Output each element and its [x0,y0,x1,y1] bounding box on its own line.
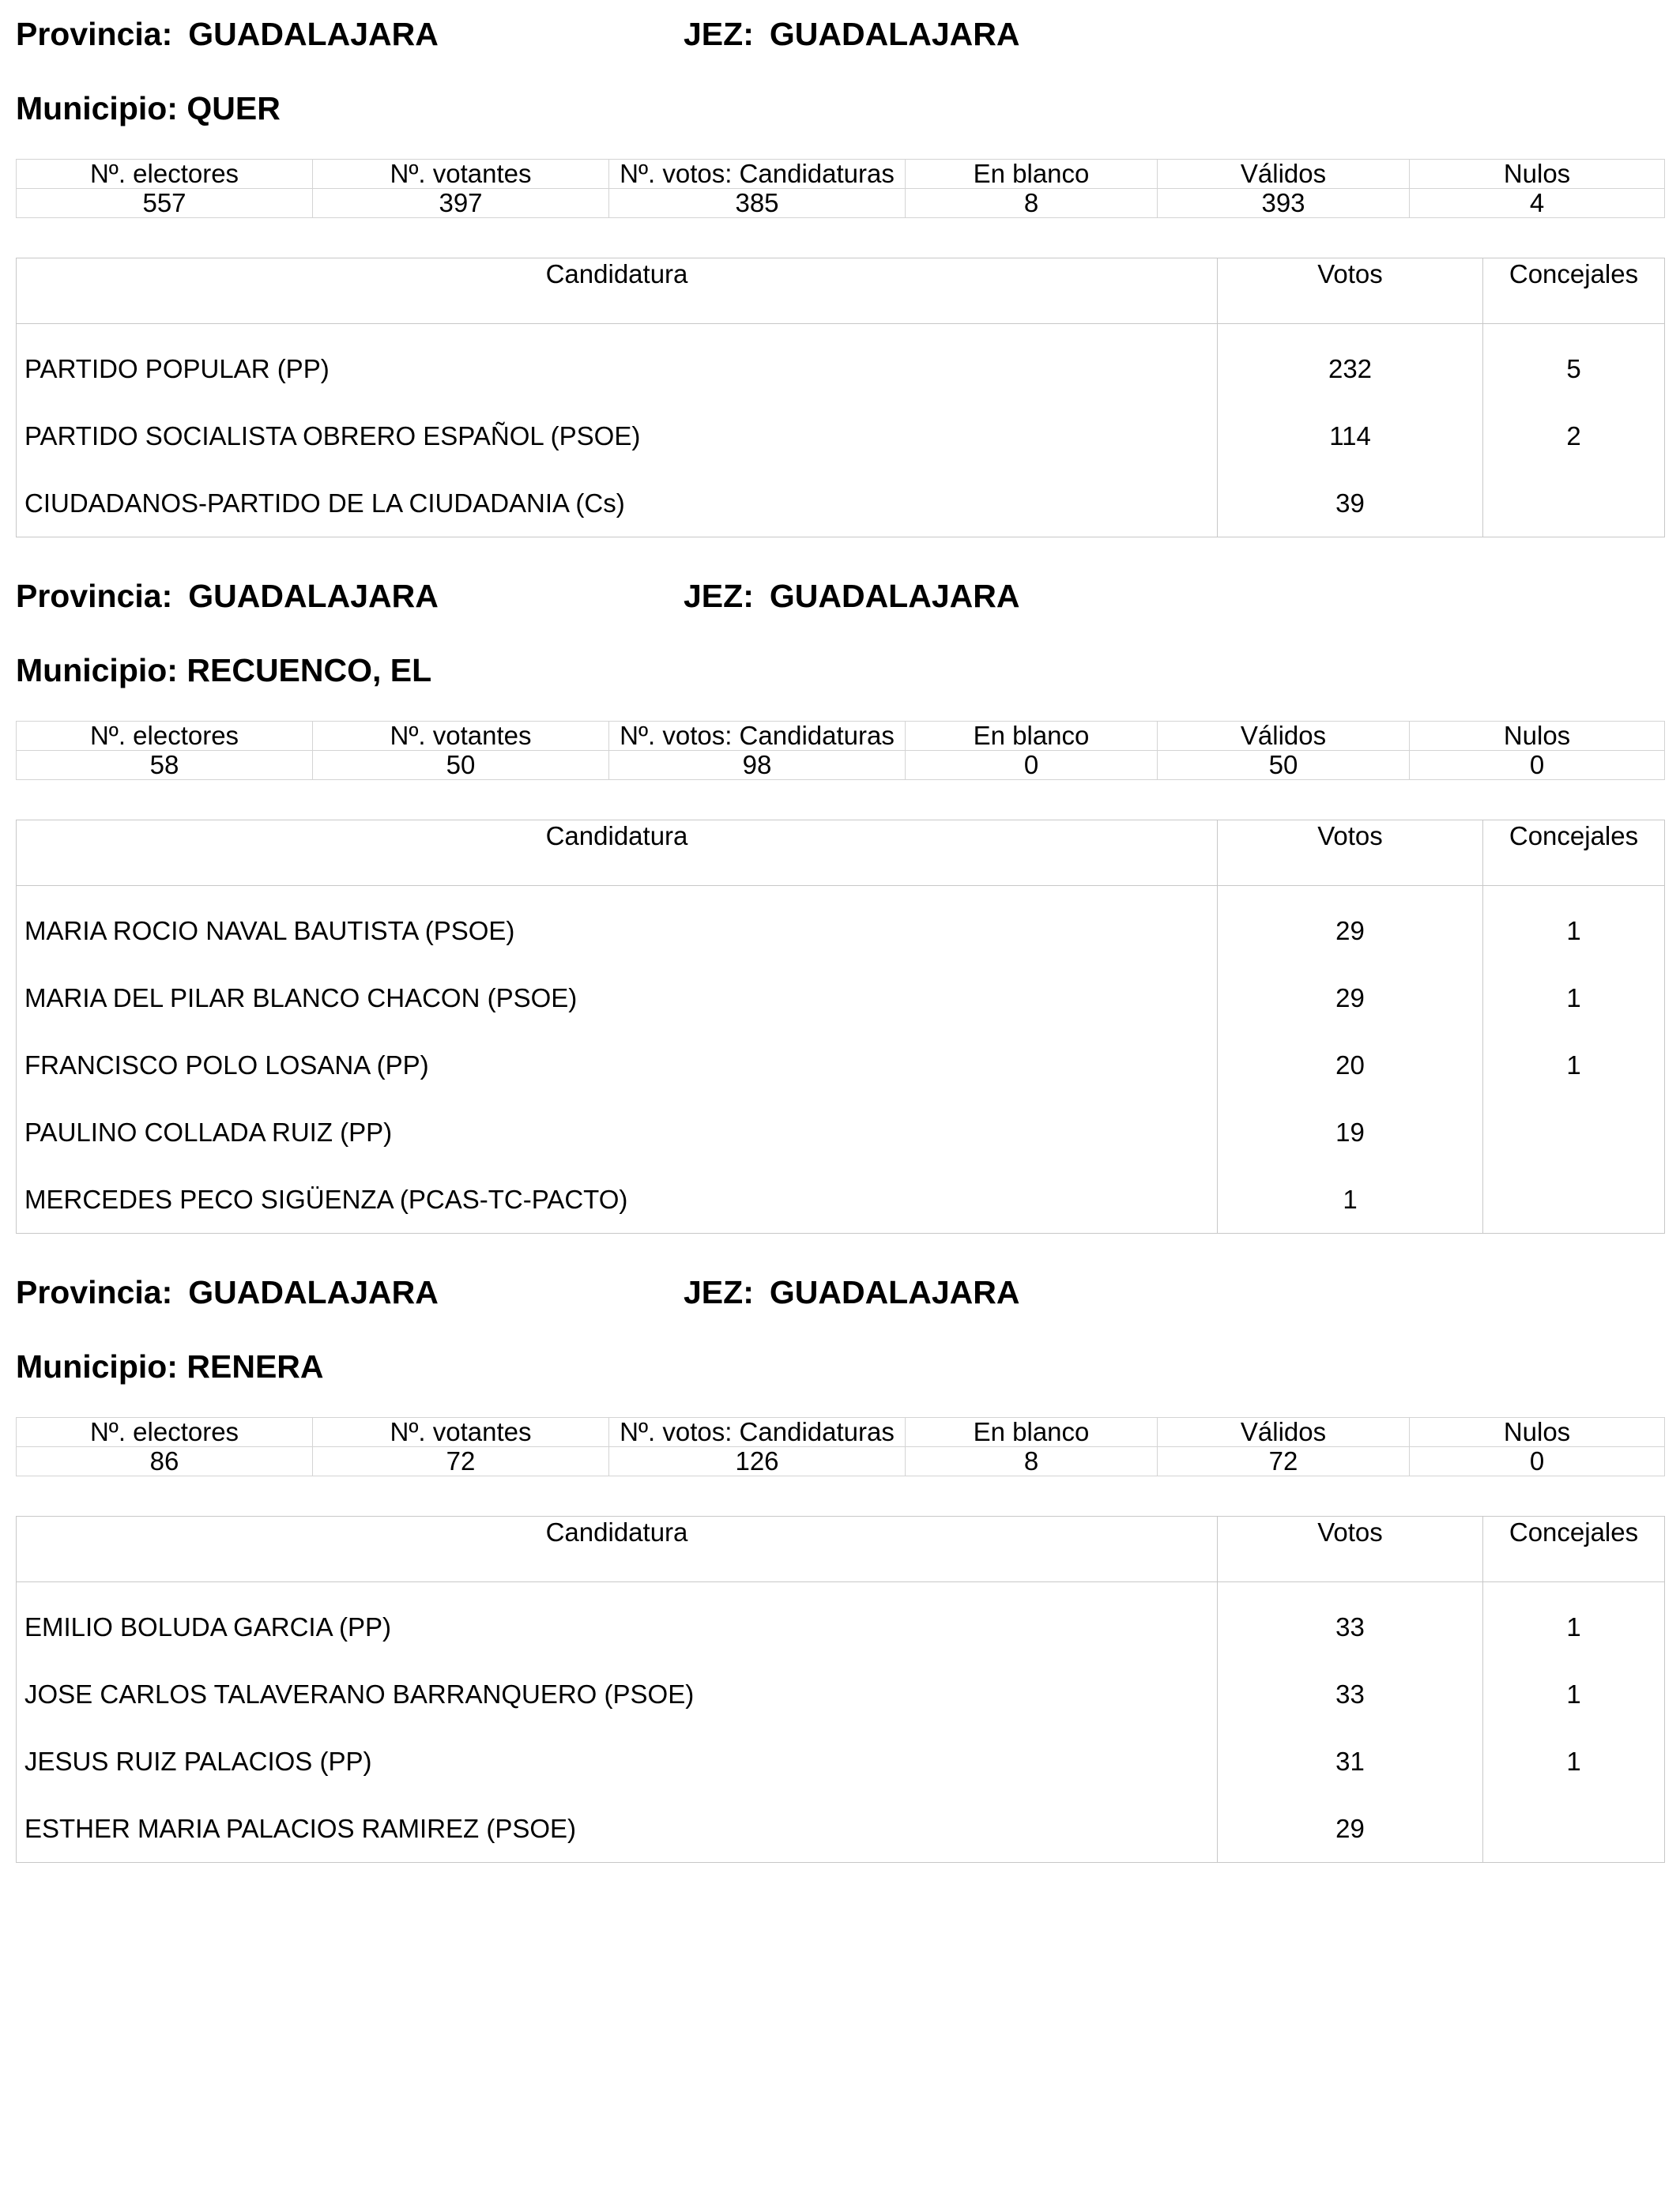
municipio-heading [16,90,281,127]
candidatura-votos: 29 [1218,964,1483,1031]
candidatura-votos: 39 [1218,469,1483,537]
stats-value-cell: 98 [609,751,906,780]
jez-label: JEZ: [684,16,754,52]
candidatura-name: MARIA ROCIO NAVAL BAUTISTA (PSOE) [17,886,1218,965]
stats-header-cell: Válidos [1158,722,1410,751]
candidaturas-table [16,820,1665,1234]
stats-header-cell: Nº. votantes [313,160,609,189]
candidatura-name: MERCEDES PECO SIGÜENZA (PCAS-TC-PACTO) [17,1166,1218,1234]
candidatura-concejales: 1 [1483,1728,1665,1795]
provincia-heading [16,1274,439,1311]
stats-value-row [17,189,1665,218]
stats-table [16,1417,1665,1476]
candidatura-concejales: 5 [1483,324,1665,403]
stats-header-cell: Nº. votantes [313,1418,609,1447]
stats-value-cell: 72 [1158,1447,1410,1476]
candidatura-name: ESTHER MARIA PALACIOS RAMIREZ (PSOE) [17,1795,1218,1863]
stats-header-cell: Nº. electores [17,160,313,189]
municipio-label: Municipio: [16,1348,178,1385]
candidatura-concejales [1483,1795,1665,1863]
stats-header-cell: Nº. electores [17,722,313,751]
candidatura-concejales: 1 [1483,1582,1665,1661]
header-line [16,16,1664,63]
candidatura-row [17,886,1665,965]
municipio-label: Municipio: [16,652,178,688]
stats-header-cell: En blanco [906,1418,1158,1447]
stats-value-cell: 0 [1410,1447,1665,1476]
provincia-label: Provincia: [16,16,173,52]
stats-value-cell: 0 [1410,751,1665,780]
provincia-heading [16,16,439,53]
candidatura-name: EMILIO BOLUDA GARCIA (PP) [17,1582,1218,1661]
candidatura-header: Candidatura [17,258,1218,324]
candidatura-name: FRANCISCO POLO LOSANA (PP) [17,1031,1218,1099]
stats-value-cell: 72 [313,1447,609,1476]
candidatura-row [17,1661,1665,1728]
provincia-heading [16,578,439,615]
candidatura-row [17,324,1665,403]
votos-header: Votos [1218,1517,1483,1582]
jez-label: JEZ: [684,578,754,614]
stats-value-cell: 8 [906,1447,1158,1476]
candidatura-votos: 19 [1218,1099,1483,1166]
municipio-value: QUER [186,90,281,126]
candidatura-votos: 33 [1218,1582,1483,1661]
candidatura-row [17,1728,1665,1795]
municipio-section [16,578,1664,1214]
candidatura-name: PAULINO COLLADA RUIZ (PP) [17,1099,1218,1166]
candidatura-name: CIUDADANOS-PARTIDO DE LA CIUDADANIA (Cs) [17,469,1218,537]
stats-header-cell: Válidos [1158,1418,1410,1447]
stats-header-cell: Nulos [1410,722,1665,751]
candidatura-votos: 114 [1218,402,1483,469]
provincia-value: GUADALAJARA [188,1274,439,1310]
jez-heading [684,16,1019,53]
provincia-value: GUADALAJARA [188,578,439,614]
stats-value-cell: 557 [17,189,313,218]
candidatura-concejales [1483,1099,1665,1166]
stats-value-cell: 4 [1410,189,1665,218]
concejales-header: Concejales [1483,258,1665,324]
municipio-section [16,16,1664,518]
municipio-label: Municipio: [16,90,178,126]
stats-header-cell: Nulos [1410,1418,1665,1447]
provincia-label: Provincia: [16,578,173,614]
candidatura-row [17,402,1665,469]
candidatura-row [17,469,1665,537]
stats-header-row [17,722,1665,751]
candidatura-row [17,964,1665,1031]
stats-table [16,721,1665,780]
candidatura-concejales: 1 [1483,1031,1665,1099]
stats-value-cell: 397 [313,189,609,218]
stats-value-cell: 393 [1158,189,1410,218]
candidatura-row [17,1031,1665,1099]
candidaturas-header-row [17,258,1665,324]
jez-heading [684,1274,1019,1311]
candidatura-name: JESUS RUIZ PALACIOS (PP) [17,1728,1218,1795]
candidatura-row [17,1582,1665,1661]
candidatura-name: PARTIDO SOCIALISTA OBRERO ESPAÑOL (PSOE) [17,402,1218,469]
stats-header-row [17,1418,1665,1447]
candidaturas-header-row [17,820,1665,886]
stats-value-cell: 86 [17,1447,313,1476]
candidaturas-header-row [17,1517,1665,1582]
stats-header-cell: En blanco [906,722,1158,751]
candidatura-concejales: 1 [1483,1661,1665,1728]
concejales-header: Concejales [1483,1517,1665,1582]
candidatura-row [17,1795,1665,1863]
stats-value-cell: 50 [313,751,609,780]
stats-header-cell: Nº. votos: Candidaturas [609,160,906,189]
stats-table [16,159,1665,218]
jez-heading [684,578,1019,615]
stats-value-cell: 8 [906,189,1158,218]
candidatura-header: Candidatura [17,820,1218,886]
stats-value-row [17,1447,1665,1476]
stats-header-cell: Nº. votos: Candidaturas [609,722,906,751]
provincia-value: GUADALAJARA [188,16,439,52]
candidatura-concejales [1483,1166,1665,1234]
candidatura-concejales [1483,469,1665,537]
jez-value: GUADALAJARA [769,578,1020,614]
votos-header: Votos [1218,258,1483,324]
votos-header: Votos [1218,820,1483,886]
candidatura-row [17,1166,1665,1234]
candidatura-votos: 31 [1218,1728,1483,1795]
municipio-value: RECUENCO, EL [186,652,432,688]
jez-value: GUADALAJARA [769,1274,1020,1310]
candidatura-concejales: 1 [1483,886,1665,965]
candidatura-name: JOSE CARLOS TALAVERANO BARRANQUERO (PSOE) [17,1661,1218,1728]
stats-header-cell: Nº. votos: Candidaturas [609,1418,906,1447]
header-line [16,1274,1664,1321]
municipio-value: RENERA [186,1348,324,1385]
jez-label: JEZ: [684,1274,754,1310]
stats-header-row [17,160,1665,189]
candidatura-votos: 20 [1218,1031,1483,1099]
jez-value: GUADALAJARA [769,16,1020,52]
candidatura-concejales: 1 [1483,964,1665,1031]
provincia-label: Provincia: [16,1274,173,1310]
stats-value-cell: 50 [1158,751,1410,780]
municipio-heading [16,1348,324,1385]
stats-value-cell: 58 [17,751,313,780]
candidatura-header: Candidatura [17,1517,1218,1582]
stats-header-cell: Nulos [1410,160,1665,189]
candidatura-votos: 29 [1218,886,1483,965]
header-line [16,578,1664,625]
stats-header-cell: En blanco [906,160,1158,189]
stats-value-cell: 385 [609,189,906,218]
stats-value-cell: 0 [906,751,1158,780]
stats-value-row [17,751,1665,780]
candidaturas-table [16,1516,1665,1863]
stats-value-cell: 126 [609,1447,906,1476]
candidatura-votos: 1 [1218,1166,1483,1234]
stats-header-cell: Válidos [1158,160,1410,189]
stats-header-cell: Nº. votantes [313,722,609,751]
concejales-header: Concejales [1483,820,1665,886]
candidatura-row [17,1099,1665,1166]
candidatura-votos: 33 [1218,1661,1483,1728]
candidatura-name: MARIA DEL PILAR BLANCO CHACON (PSOE) [17,964,1218,1031]
candidatura-votos: 232 [1218,324,1483,403]
candidaturas-table [16,258,1665,537]
municipio-heading [16,652,431,689]
candidatura-votos: 29 [1218,1795,1483,1863]
candidatura-concejales: 2 [1483,402,1665,469]
stats-header-cell: Nº. electores [17,1418,313,1447]
municipio-section [16,1274,1664,1843]
candidatura-name: PARTIDO POPULAR (PP) [17,324,1218,403]
